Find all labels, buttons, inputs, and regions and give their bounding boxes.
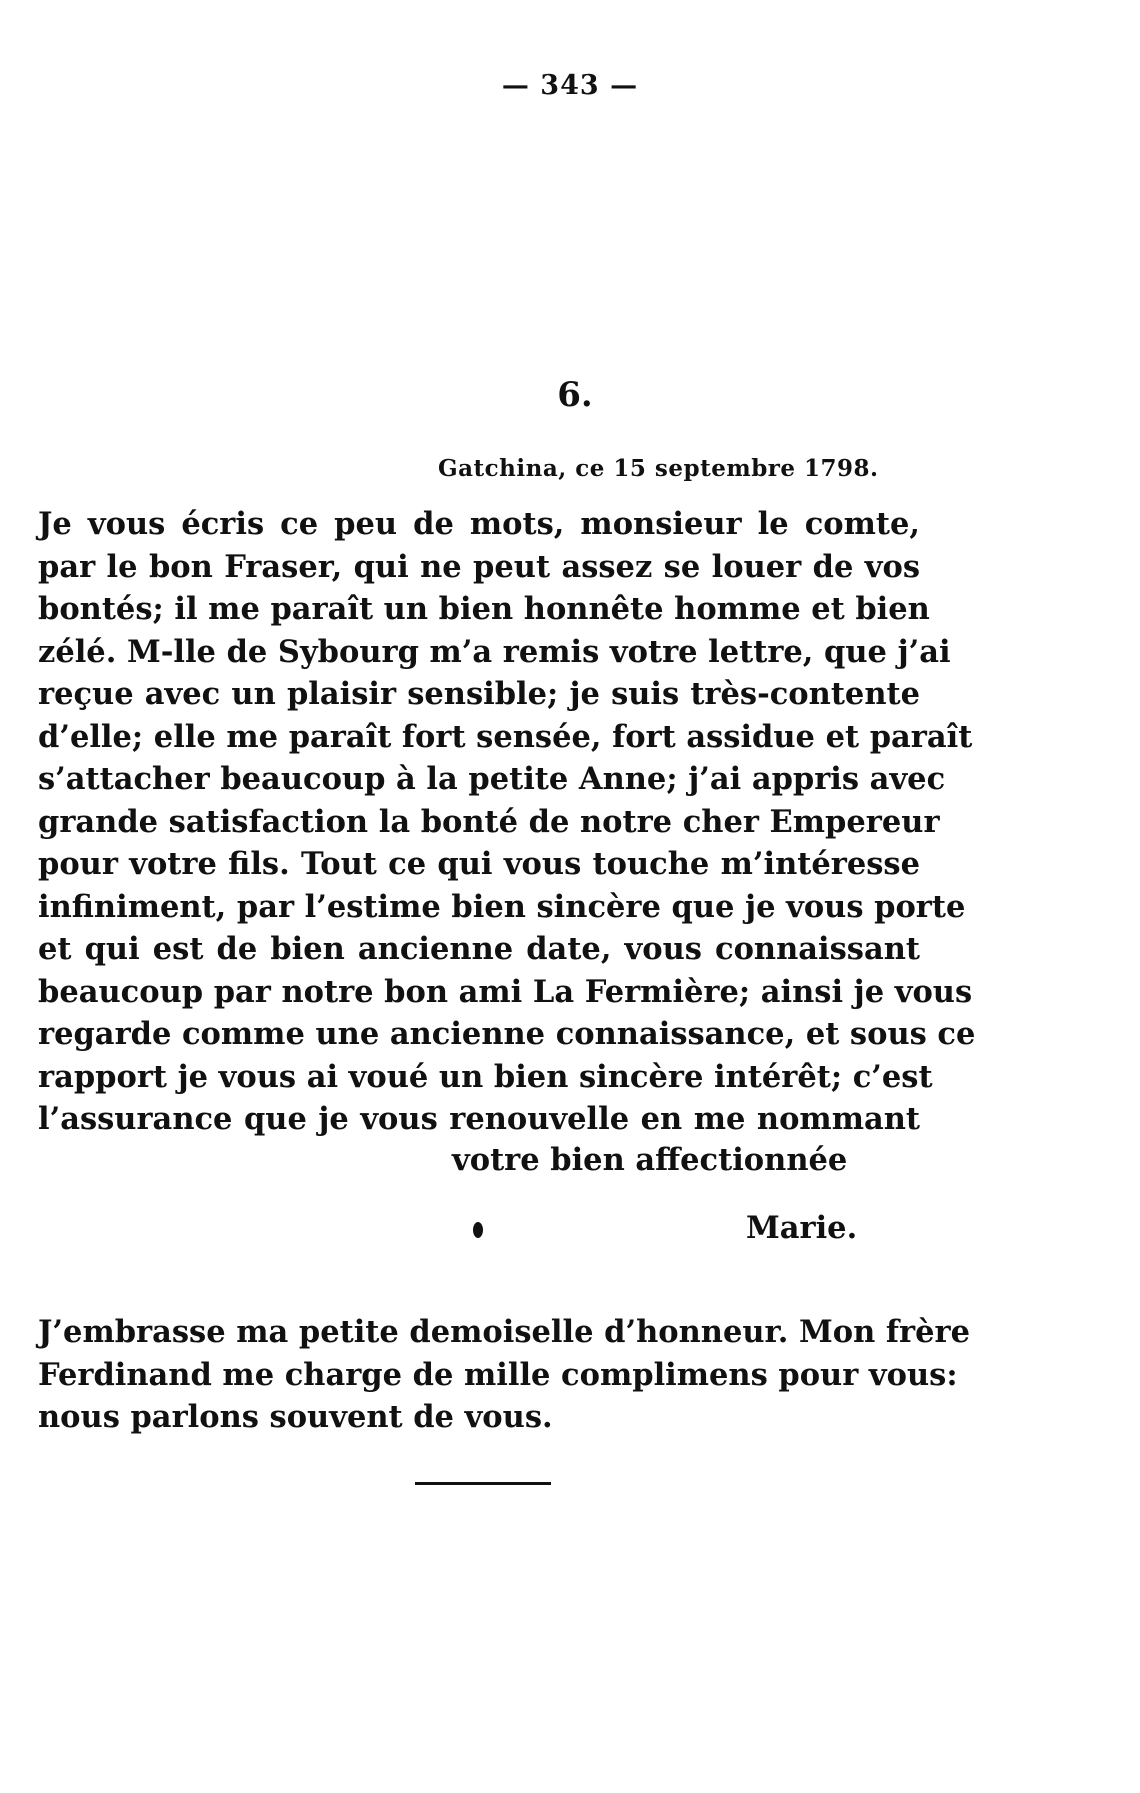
- letter-line: infiniment, par l’estime bien sincère que je vous porte: [38, 888, 966, 925]
- letter-line: et qui est de bien ancienne date, vous connaissant: [38, 931, 920, 967]
- postscript-line: J’embrasse ma petite demoiselle d’honneur. Mon frère: [38, 1314, 970, 1350]
- letter-line: Je vous écris ce peu de mots, monsieur le comte,: [38, 506, 920, 542]
- letter-line: beaucoup par notre bon ami La Fermière; ainsi je vous: [38, 973, 973, 1010]
- date-line: Gatchina, ce 15 septembre 1798.: [438, 455, 879, 482]
- letter-line: regarde comme une ancienne connaissance, et sous ce: [38, 1016, 976, 1052]
- letter-line: par le bon Fraser, qui ne peut assez se louer de vos: [38, 548, 920, 585]
- letter-body: [38, 503, 976, 1141]
- signature: Marie.: [746, 1210, 858, 1246]
- letter-line: bontés; il me paraît un bien honnête homme et bien: [38, 591, 930, 627]
- closing-phrase: votre bien affectionnée: [452, 1142, 848, 1178]
- letter-line: grande satisfaction la bonté de notre cher Empereur: [38, 803, 940, 840]
- letter-line: reçue avec un plaisir sensible; je suis très-contente: [38, 676, 920, 712]
- letter-line: s’attacher beaucoup à la petite Anne; j’ai appris avec: [38, 761, 946, 797]
- postscript-line: nous parlons souvent de vous.: [38, 1399, 553, 1435]
- letter-line: l’assurance que je vous renouvelle en me nommant: [38, 1101, 920, 1137]
- section-divider-rule: [415, 1482, 551, 1485]
- ink-mark: [473, 1222, 483, 1238]
- letter-line: zélé. M-lle de Sybourg m’a remis votre lettre, que j’ai: [38, 633, 951, 670]
- letter-line: pour votre fils. Tout ce qui vous touche m’intéresse: [38, 846, 920, 882]
- postscript-line: Ferdinand me charge de mille complimens pour vous:: [38, 1356, 958, 1393]
- postscript: [38, 1311, 970, 1439]
- page-number: — 343 —: [501, 70, 639, 101]
- letter-number: 6.: [557, 375, 593, 415]
- letter-line: rapport je vous ai voué un bien sincère intérêt; c’est: [38, 1058, 933, 1095]
- letter-line: d’elle; elle me paraît fort sensée, fort assidue et paraît: [38, 718, 973, 755]
